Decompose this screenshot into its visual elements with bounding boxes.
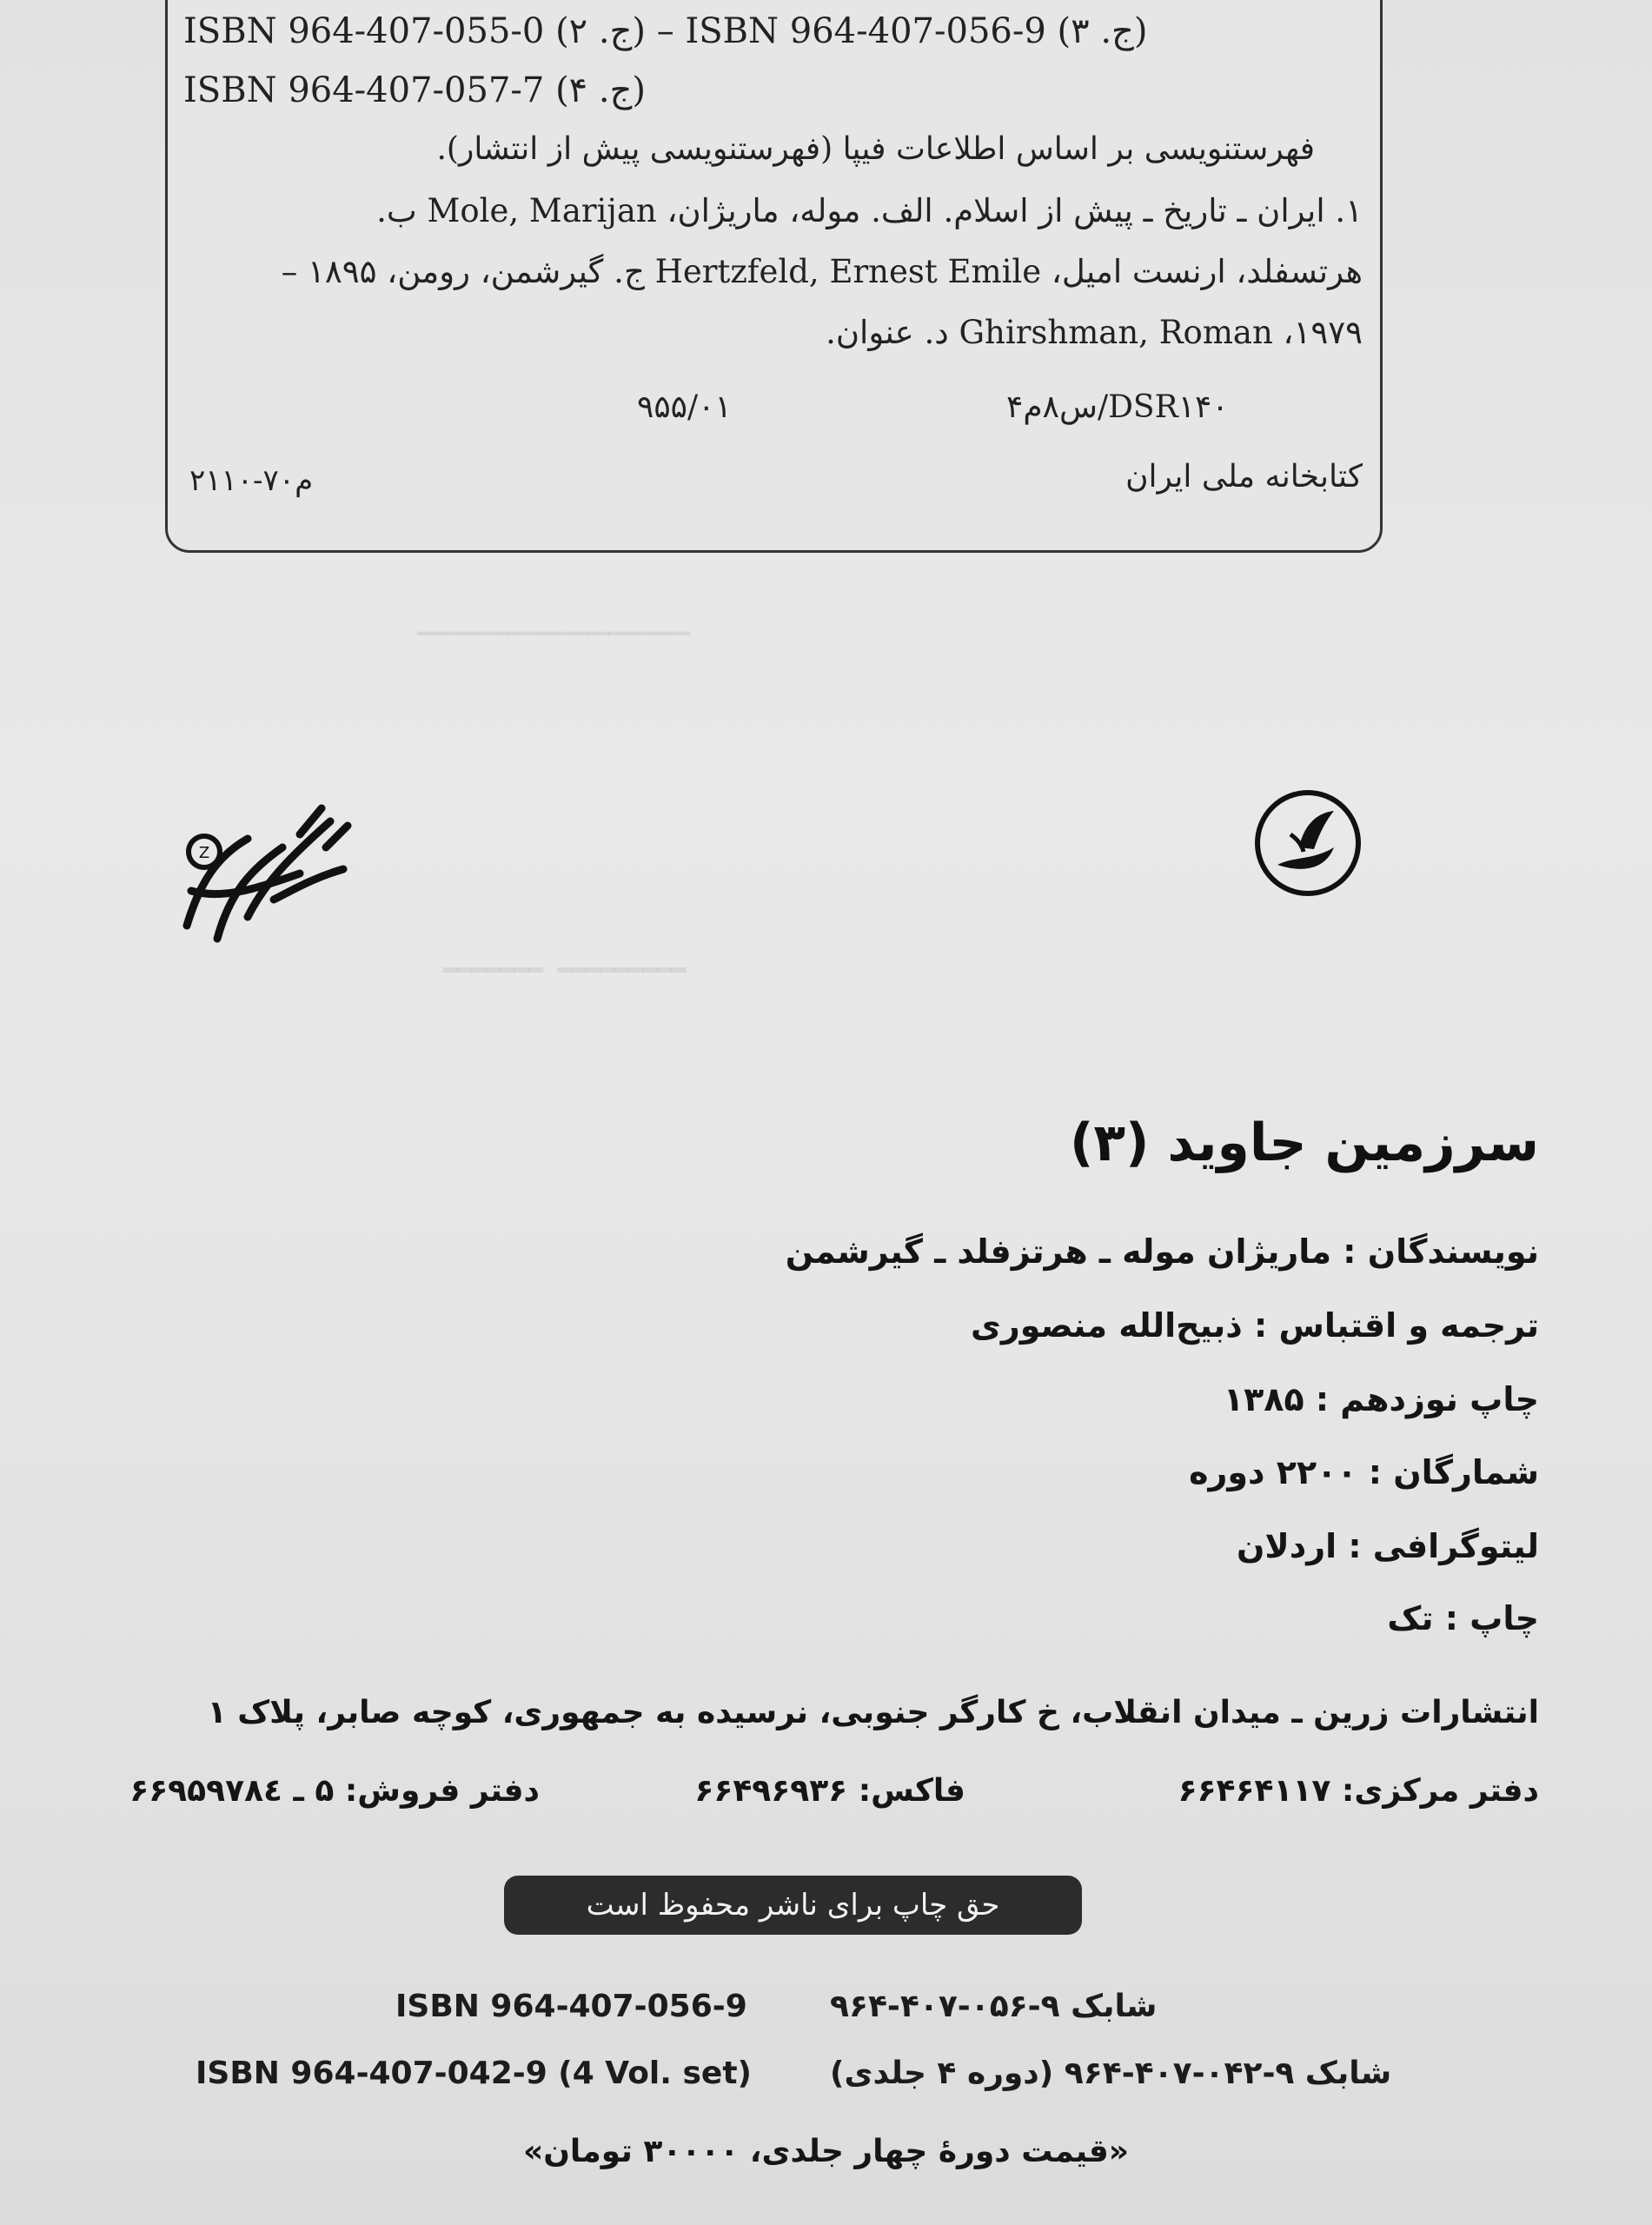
catalog-subject-line-3: ۱۹۷۹، Ghirshman, Roman د. عنوان. — [826, 314, 1363, 351]
isbn-volume-en: ISBN 964-407-056-9 — [395, 1989, 747, 2024]
central-office-phone: دفتر مرکزی: ۶۶۴۶۴۱۱۷ — [1178, 1773, 1539, 1809]
catalog-national-library: کتابخانه ملی ایران — [1125, 459, 1363, 495]
circulation-line: شمارگان : ۲۲۰۰ دوره — [1189, 1453, 1539, 1491]
catalog-isbn-line-1: ISBN 964-407-055-0 (۲ .ج) – ISBN 964-407-056-9 (۳ .ج) — [183, 11, 1148, 51]
set-price: «قیمت دورهٔ چهار جلدی، ۳۰۰۰۰ تومان» — [522, 2134, 1130, 2169]
sales-office-phone: دفتر فروش: ۵ ـ ۶۶۹۵۹۷۸٤ — [129, 1773, 540, 1809]
book-title: سرزمین جاوید (۳) — [1069, 1112, 1539, 1173]
isbn-set-en: ISBN 964-407-042-9 (4 Vol. set) — [196, 2056, 752, 2091]
printing-line: چاپ : تک — [1387, 1599, 1539, 1637]
isbn-set-fa: شابک ۹-۰۴۲-۴۰۷-۹۶۴ (دوره ۴ جلدی) — [830, 2056, 1392, 2091]
bird-book-emblem-icon — [1251, 787, 1364, 900]
isbn-volume-fa: شابک ۹-۰۵۶-۴۰۷-۹۶۴ — [830, 1989, 1158, 2024]
cataloging-box — [165, 0, 1383, 553]
svg-text:Z: Z — [198, 844, 210, 862]
publisher-phones — [62, 1773, 1539, 1825]
fax-number: فاکس: ۶۶۴۹۶۹۳۶ — [694, 1773, 965, 1809]
catalog-subject-line-1: ۱. ایران ـ تاریخ ـ پیش از اسلام. الف. موله، ماریژان، Mole, Marijan ب. — [376, 192, 1363, 229]
translation-line: ترجمه و اقتباس : ذبیح‌الله منصوری — [971, 1306, 1539, 1345]
calligraphy-logo — [169, 787, 356, 952]
publisher-address: انتشارات زرین ـ میدان انقلاب، خ کارگر جنوبی، نرسیده به جمهوری، کوچه صابر، پلاک ۱ — [207, 1695, 1539, 1730]
lithography-line: لیتوگرافی : اردلان — [1237, 1527, 1539, 1565]
show-through-text-2: ـــــــــ ـــــــ — [443, 934, 687, 983]
catalog-dsr-number: ۴س۸م/DSR۱۴۰ — [1006, 389, 1229, 425]
copyright-badge: حق چاپ برای ناشر محفوظ است — [504, 1876, 1082, 1935]
edition-line: چاپ نوزدهم : ۱۳۸۵ — [1223, 1380, 1539, 1418]
negarestan-calligraphy-icon — [169, 787, 356, 952]
publisher-emblem — [1251, 787, 1364, 900]
authors-line: نویسندگان : ماریژان موله ـ هرتزفلد ـ گیرشمن — [785, 1232, 1539, 1271]
catalog-record-number: ۲۱۱۰-۷۰م — [189, 463, 314, 498]
catalog-isbn-line-2: ISBN 964-407-057-7 (۴ .ج) — [183, 70, 647, 110]
catalog-dewey-number: ۹۵۵/۰۱ — [637, 389, 732, 425]
show-through-text: ـــــــــــــــــــــــــــ — [417, 608, 690, 643]
catalog-subject-line-2: هرتسفلد، ارنست امیل، Hertzfeld, Ernest Emile ج. گیرشمن، رومن، ۱۸۹۵ – — [281, 253, 1363, 290]
catalog-note-line: فهرستنویسی بر اساس اطلاعات فیپا (فهرستنویسی پیش از انتشار). — [436, 131, 1315, 167]
